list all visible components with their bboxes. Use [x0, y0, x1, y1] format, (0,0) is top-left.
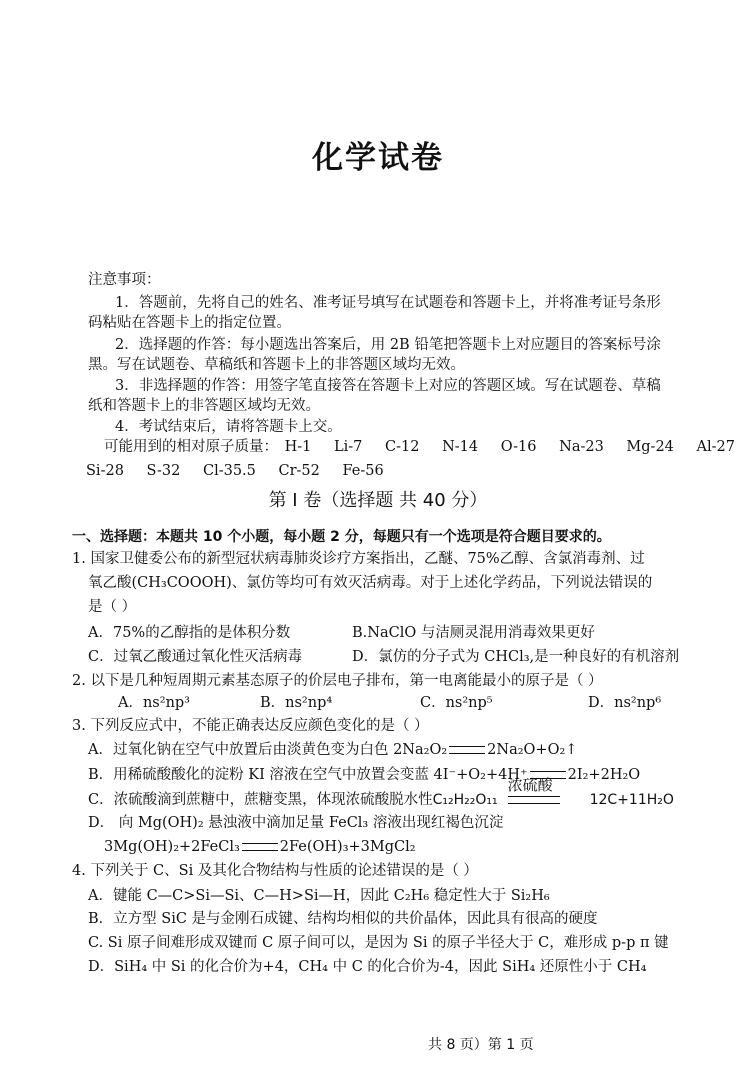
- equals-arrow: [242, 843, 278, 851]
- q3-option-b-text: B．用稀硫酸酸化的淀粉 KI 溶液在空气中放置会变蓝 4I⁻+O₂+4H⁺: [88, 767, 528, 783]
- atomic-mass: S-32: [146, 463, 181, 479]
- q3-option-a: [88, 741, 577, 759]
- q2-stem: 2. 以下是几种短周期元素基态原子的价层电子排布，第一电离能最小的原子是（ ）: [72, 673, 603, 689]
- q3-option-b-product: 2I₂+2H₂O: [567, 767, 641, 783]
- reaction-condition: [507, 776, 560, 804]
- q2-option-a: A．ns²np³: [118, 695, 190, 711]
- atomic-mass: Mg-24: [626, 439, 674, 455]
- atomic-mass: H-1: [284, 439, 312, 455]
- atomic-mass: Fe-56: [342, 463, 384, 479]
- atomic-mass: Li-7: [334, 439, 363, 455]
- atomic-mass: Na-23: [559, 439, 604, 455]
- q1-option-c: C．过氧乙酸通过氧化性灭活病毒: [88, 649, 303, 665]
- atomic-masses-line-2: [86, 462, 402, 480]
- note-2-line-2: 黑。写在试题卷、草稿纸和答题卡上的非答题区域均无效。: [88, 357, 465, 373]
- q4-option-a: A．键能 C—C>Si—Si、C—H>Si—H，因此 C₂H₆ 稳定性大于 Si₂H₆: [88, 888, 550, 904]
- atomic-mass: Cr-52: [278, 463, 320, 479]
- q4-option-d: D．SiH₄ 中 Si 的化合价为+4，CH₄ 中 C 的化合价为-4，因此 SiH₄ 还原性小于 CH₄: [88, 959, 647, 975]
- atomic-mass: O-16: [500, 439, 537, 455]
- q1-stem-line-2: 氧乙酸(CH₃COOOH)、氯仿等均可有效灭活病毒。对于上述化学药品，下列说法错误的: [88, 575, 653, 591]
- q3-option-d-equation: [104, 838, 416, 856]
- q3-option-c-product: 12C+11H₂O: [589, 792, 674, 808]
- q2-option-d: D．ns²np⁶: [588, 695, 662, 711]
- q2-option-b: B．ns²np⁴: [260, 695, 333, 711]
- q1-option-d: D．氯仿的分子式为 CHCl₃,是一种良好的有机溶剂: [352, 649, 680, 665]
- q3-stem: 3. 下列反应式中，不能正确表达反应颜色变化的是（ ）: [72, 718, 429, 734]
- q3-option-c-reactant: C₁₂H₂₂O₁₁: [432, 792, 498, 808]
- q2-option-c: C．ns²np⁵: [420, 695, 493, 711]
- q3-option-a-text: A．过氧化钠在空气中放置后由淡黄色变为白色 2Na₂O₂: [88, 742, 448, 758]
- note-2-line-1: 2．选择题的作答：每小题选出答案后，用 2B 铅笔把答题卡上对应题目的答案标号涂: [115, 337, 661, 353]
- atomic-mass: C-12: [385, 439, 420, 455]
- atomic-mass: Al-27: [696, 439, 735, 455]
- q1-option-a: A．75%的乙醇指的是体积分数: [88, 625, 291, 641]
- note-3-line-2: 纸和答题卡上的非答题区域均无效。: [88, 398, 320, 414]
- note-3-line-1: 3．非选择题的作答：用签字笔直接答在答题卡上对应的答题区域。写在试题卷、草稿: [115, 378, 661, 394]
- q4-stem: 4. 下列关于 C、Si 及其化合物结构与性质的论述错误的是（ ）: [72, 863, 478, 879]
- atomic-mass: N-14: [442, 439, 479, 455]
- part-heading: 一、选择题：本题共 10 个小题，每小题 2 分，每题只有一个选项是符合题目要求的。: [72, 529, 611, 545]
- q1-stem-line-1: 1. 国家卫健委公布的新型冠状病毒肺炎诊疗方案指出，乙醚、75%乙醇、含氯消毒剂、过: [72, 551, 645, 567]
- q1-stem-line-3: 是（ ）: [88, 599, 137, 615]
- atomic-mass: Cl-35.5: [202, 463, 256, 479]
- notes-label: 注意事项：: [88, 272, 161, 288]
- section-title: 第 I 卷（选择题 共 40 分）: [268, 490, 488, 511]
- atomic-masses-label: 可能用到的相对原子质量：: [104, 439, 278, 455]
- q3-option-d-right: 2Fe(OH)₃+3MgCl₂: [279, 839, 416, 855]
- q1-option-b: B.NaClO 与洁厕灵混用消毒效果更好: [352, 625, 595, 641]
- q3-option-c-text: C．浓硫酸滴到蔗糖中，蔗糖变黑，体现浓硫酸脱水性: [88, 792, 433, 808]
- q3-option-d-left: 3Mg(OH)₂+2FeCl₃: [104, 839, 240, 855]
- atomic-mass: Si-28: [86, 463, 124, 479]
- q3-option-c: [88, 776, 674, 809]
- note-4: 4．考试结束后，请将答题卡上交。: [115, 419, 342, 435]
- note-1-line-1: 1．答题前，先将自己的姓名、准考证号填写在试题卷和答题卡上，并将准考证号条形: [115, 295, 661, 311]
- q3-option-d: D． 向 Mg(OH)₂ 悬浊液中滴加足量 FeCl₃ 溶液出现红褐色沉淀: [88, 815, 504, 831]
- q4-option-b: B．立方型 SiC 是与金刚石成键、结构均相似的共价晶体，因此具有很高的硬度: [88, 911, 598, 927]
- page-footer: 共 8 页）第 1 页: [428, 1037, 534, 1053]
- q3-option-b: [88, 766, 640, 784]
- page-title: 化学试卷: [312, 140, 444, 176]
- q3-option-a-product: 2Na₂O+O₂↑: [487, 742, 578, 758]
- equals-arrow: [449, 746, 485, 754]
- q4-option-c: C. Si 原子间难形成双键而 C 原子间可以，是因为 Si 的原子半径大于 C，难形成 p-p π 键: [88, 935, 669, 951]
- atomic-masses-line-1: [104, 438, 753, 456]
- note-1-line-2: 码粘贴在答题卡上的指定位置。: [88, 315, 291, 331]
- reaction-condition-label: 浓硫酸: [507, 776, 553, 794]
